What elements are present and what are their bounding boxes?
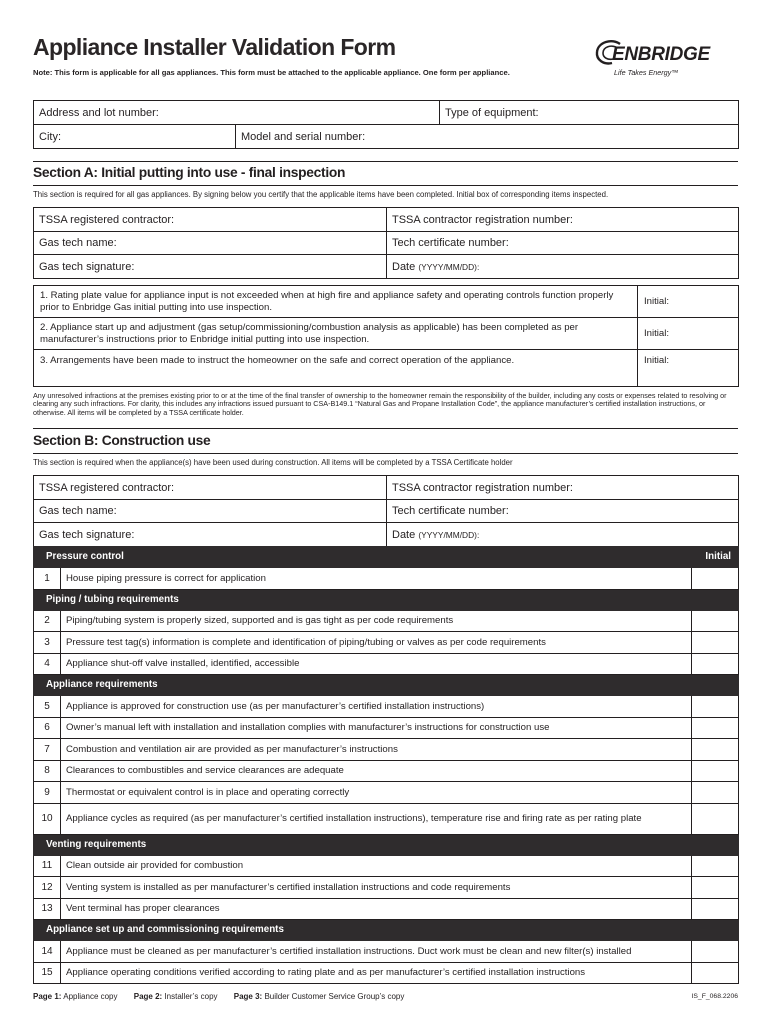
initial-box[interactable] [692,610,739,632]
section-b-signature-field[interactable]: Gas tech signature: [34,523,387,547]
section-a-bottom-rule [33,185,738,186]
date-format: (YYYY/MM/DD): [418,261,480,272]
equipment-field[interactable]: Type of equipment: [440,101,739,125]
checklist-row [34,962,739,984]
section-b-contractor-field[interactable]: TSSA registered contractor: [34,476,387,500]
item-number: 13 [34,898,61,920]
initial-box[interactable] [692,632,739,654]
section-a-item-text: 1. Rating plate value for appliance input is not exceeded when at high fire and appliance safety and operating controls function properly prior to Enbridge Gas initial putting into use inspection. [34,286,638,318]
checklist-row [34,877,739,899]
checklist-row [34,739,739,761]
section-a-initial-box[interactable]: Initial: [638,318,739,350]
checklist-category [34,920,739,941]
footer-p3-label: Page 3: [233,992,263,1001]
section-a-initial-box[interactable]: Initial: [638,350,739,387]
section-a-date-field[interactable] [387,255,739,279]
section-a-item [34,286,739,318]
item-text: Pressure test tag(s) information is complete and identification of piping/tubing or valves as per code requirements [61,632,692,654]
initial-box[interactable] [692,803,739,834]
section-b-contractor-table [33,475,739,547]
initial-box[interactable] [692,877,739,899]
checklist-row [34,653,739,675]
construction-checklist [33,546,739,984]
section-b-bottom-rule [33,453,738,454]
checklist-row [34,610,739,632]
enbridge-logo [594,36,734,80]
initial-box[interactable] [692,855,739,877]
checklist-category [34,589,739,610]
item-text: Piping/tubing system is properly sized, supported and is gas tight as per code requirements [61,610,692,632]
initial-box[interactable] [692,760,739,782]
form-note: Note: This form is applicable for all gas appliances. This form must be attached to the applicable appliance. One form per appliance. [33,68,510,77]
item-number: 14 [34,941,61,963]
address-field[interactable]: Address and lot number: [34,101,440,125]
date-format: (YYYY/MM/DD): [418,529,480,540]
date-label: Date [392,528,416,541]
item-number: 6 [34,717,61,739]
section-a-initial-box[interactable]: Initial: [638,286,739,318]
section-b-description: This section is required when the appliance(s) have been used during construction. All items will be completed by a TSSA Certificate holder [33,458,513,467]
footer-p2-label: Page 2: [133,992,163,1001]
footer-p3-text: Builder Customer Service Group’s copy [264,992,405,1001]
item-number: 5 [34,696,61,718]
item-number: 2 [34,610,61,632]
category-title: Appliance requirements [34,675,739,696]
item-text: Owner’s manual left with installation and installation complies with manufacturer’s instructions for construction use [61,717,692,739]
item-text: Appliance cycles as required (as per manufacturer’s certified installation instructions), temperature rise and firing rate as per rating plate [61,803,692,834]
checklist-row [34,717,739,739]
checklist-row [34,696,739,718]
checklist-row [34,760,739,782]
item-text: Appliance shut-off valve installed, identified, accessible [61,653,692,675]
item-number: 12 [34,877,61,899]
checklist-row [34,568,739,590]
item-text: Appliance is approved for construction use (as per manufacturer’s certified installation instructions) [61,696,692,718]
section-a-heading: Section A: Initial putting into use - final inspection [33,165,346,180]
checklist-category [34,675,739,696]
section-a-contractor-field[interactable]: TSSA registered contractor: [34,208,387,232]
section-a-item [34,350,739,387]
footer-p1-label: Page 1: [33,992,62,1001]
address-table [33,100,739,149]
item-text: Appliance must be cleaned as per manufacturer’s certified installation instructions. Duct work must be clean and new filter(s) installed [61,941,692,963]
item-number: 4 [34,653,61,675]
checklist-category [34,834,739,855]
category-title: Venting requirements [34,834,739,855]
item-text: Venting system is installed as per manufacturer’s certified installation instructions and code requirements [61,877,692,899]
section-b-top-rule [33,428,738,429]
footer-p2-text: Installer’s copy [164,992,218,1001]
item-text: House piping pressure is correct for application [61,568,692,590]
section-b-registration-field[interactable]: TSSA contractor registration number: [387,476,739,500]
section-a-item-text: 3. Arrangements have been made to instruct the homeowner on the safe and correct operation of the appliance. [34,350,638,387]
checklist-row [34,941,739,963]
section-a-items-table [33,285,739,387]
initial-box[interactable] [692,717,739,739]
section-b-date-field[interactable] [387,523,739,547]
section-a-disclaimer: Any unresolved infractions at the premises existing prior to or at the time of the final transfer of ownership to the homeowner remain the responsibility of the builder, including any costs or expenses related to resolving or clearing any such infractions. For clarity, this includes any infractions issued pursuant to CSA-B149.1 “Natural Gas and Propane Installation Code”, the appliance manufacturer’s certified installation instructions, or otherwise. All items will be completed by a TSSA certificate holder. [33,391,727,417]
category-title: Appliance set up and commissioning requirements [34,920,739,941]
item-text: Combustion and ventilation air are provided as per manufacturer’s instructions [61,739,692,761]
section-b-tech-name-field[interactable]: Gas tech name: [34,500,387,523]
item-text: Clearances to combustibles and service clearances are adequate [61,760,692,782]
category-title: Piping / tubing requirements [34,589,739,610]
initial-box[interactable] [692,898,739,920]
item-number: 1 [34,568,61,590]
section-a-certificate-field[interactable]: Tech certificate number: [387,232,739,255]
section-a-tech-name-field[interactable]: Gas tech name: [34,232,387,255]
city-field[interactable]: City: [34,125,236,149]
section-a-description: This section is required for all gas appliances. By signing below you certify that the applicable items have been completed. Initial box of corresponding items inspected. [33,190,609,199]
section-a-registration-field[interactable]: TSSA contractor registration number: [387,208,739,232]
initial-box[interactable] [692,782,739,804]
logo-tagline: Life Takes Energy™ [614,68,679,77]
category-title: Pressure control [34,547,692,568]
section-a-item [34,318,739,350]
initial-column-header: Initial [692,547,739,568]
item-number: 7 [34,739,61,761]
section-b-heading: Section B: Construction use [33,433,211,448]
item-text: Vent terminal has proper clearances [61,898,692,920]
logo-wordmark: ENBRIDGE [612,44,710,65]
initial-box[interactable] [692,696,739,718]
model-serial-field[interactable]: Model and serial number: [236,125,739,149]
item-text: Thermostat or equivalent control is in place and operating correctly [61,782,692,804]
item-text: Appliance operating conditions verified according to rating plate and as per manufacturer’s certified installation instructions [61,962,692,984]
item-text: Clean outside air provided for combustion [61,855,692,877]
page-title: Appliance Installer Validation Form [33,34,396,60]
section-a-item-text: 2. Appliance start up and adjustment (gas setup/commissioning/combustion analysis as applicable) has been completed as per manufacturer’s instructions prior to Enbridge initial putting into use inspection. [34,318,638,350]
initial-box[interactable] [692,568,739,590]
item-number: 9 [34,782,61,804]
item-number: 10 [34,803,61,834]
footer-p1-text: Appliance copy [63,992,118,1001]
item-number: 15 [34,962,61,984]
checklist-row [34,855,739,877]
item-number: 11 [34,855,61,877]
initial-box[interactable] [692,653,739,675]
section-a-contractor-table [33,207,739,279]
section-a-signature-field[interactable]: Gas tech signature: [34,255,387,279]
checklist-category [34,547,739,568]
initial-box[interactable] [692,962,739,984]
item-number: 3 [34,632,61,654]
initial-box[interactable] [692,941,739,963]
date-label: Date [392,260,416,273]
section-b-certificate-field[interactable]: Tech certificate number: [387,500,739,523]
checklist-row [34,782,739,804]
page-footer [33,992,404,1001]
section-a-top-rule [33,161,738,162]
checklist-row [34,632,739,654]
checklist-row [34,898,739,920]
initial-box[interactable] [692,739,739,761]
form-code: IS_F_068.2206 [691,993,738,1000]
item-number: 8 [34,760,61,782]
checklist-row [34,803,739,834]
